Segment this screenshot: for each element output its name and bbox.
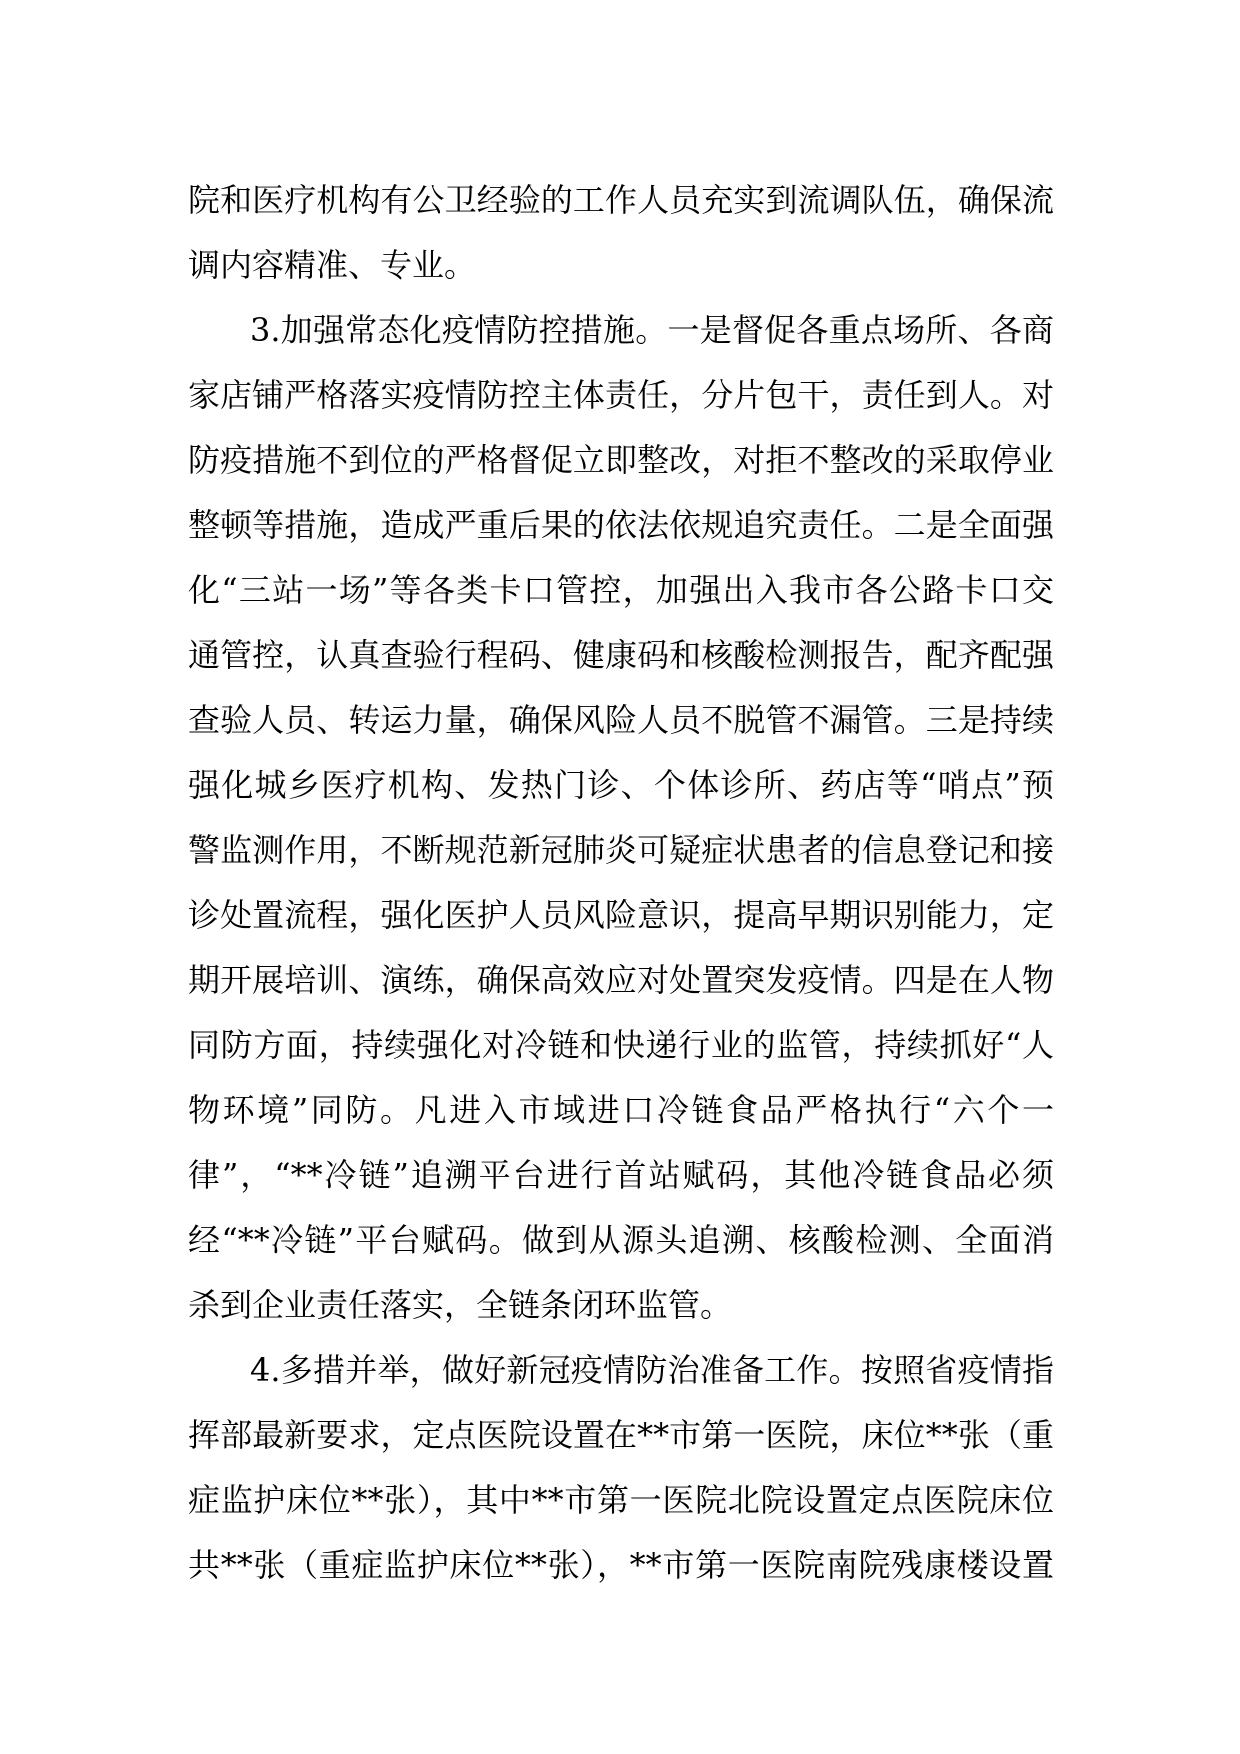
text-line: 经“**冷链”平台赋码。做到从源头追溯、核酸检测、全面消 (188, 1221, 1054, 1259)
text-line: 挥部最新要求，定点医院设置在**市第一医院，床位**张（重 (188, 1416, 1054, 1454)
text-line: 杀到企业责任落实，全链条闭环监管。 (188, 1286, 733, 1324)
paragraph-heading-4: 4.多措并举，做好新冠疫情防治准备工作。按照省疫情指 (250, 1351, 1054, 1389)
text-line: 化“三站一场”等各类卡口管控，加强出入我市各公路卡口交 (188, 571, 1054, 609)
text-line: 警监测作用，不断规范新冠肺炎可疑症状患者的信息登记和接 (188, 831, 1054, 869)
text-line: 诊处置流程，强化医护人员风险意识，提高早期识别能力，定 (188, 896, 1054, 934)
text-line: 物环境”同防。凡进入市域进口冷链食品严格执行“六个一 (188, 1091, 1054, 1129)
text-line: 查验人员、转运力量，确保风险人员不脱管不漏管。三是持续 (188, 701, 1054, 739)
text-line: 院和医疗机构有公卫经验的工作人员充实到流调队伍，确保流 (188, 181, 1054, 219)
text-line: 防疫措施不到位的严格督促立即整改，对拒不整改的采取停业 (188, 441, 1054, 479)
text-line: 同防方面，持续强化对冷链和快递行业的监管，持续抓好“人 (188, 1026, 1054, 1064)
text-line: 整顿等措施，造成严重后果的依法依规追究责任。二是全面强 (188, 506, 1054, 544)
text-line: 律”，“**冷链”追溯平台进行首站赋码，其他冷链食品必须 (188, 1156, 1054, 1194)
text-line: 调内容精准、专业。 (188, 246, 477, 284)
document-body (188, 168, 1054, 1598)
paragraph-heading-3: 3.加强常态化疫情防控措施。一是督促各重点场所、各商 (250, 311, 1054, 349)
text-line: 通管控，认真查验行程码、健康码和核酸检测报告，配齐配强 (188, 636, 1054, 674)
text-line: 共**张（重症监护床位**张），**市第一医院南院残康楼设置 (188, 1546, 1054, 1584)
text-line: 期开展培训、演练，确保高效应对处置突发疫情。四是在人物 (188, 961, 1054, 999)
text-line: 强化城乡医疗机构、发热门诊、个体诊所、药店等“哨点”预 (188, 766, 1054, 804)
text-line: 家店铺严格落实疫情防控主体责任，分片包干，责任到人。对 (188, 376, 1054, 414)
text-line: 症监护床位**张），其中**市第一医院北院设置定点医院床位 (188, 1481, 1054, 1519)
